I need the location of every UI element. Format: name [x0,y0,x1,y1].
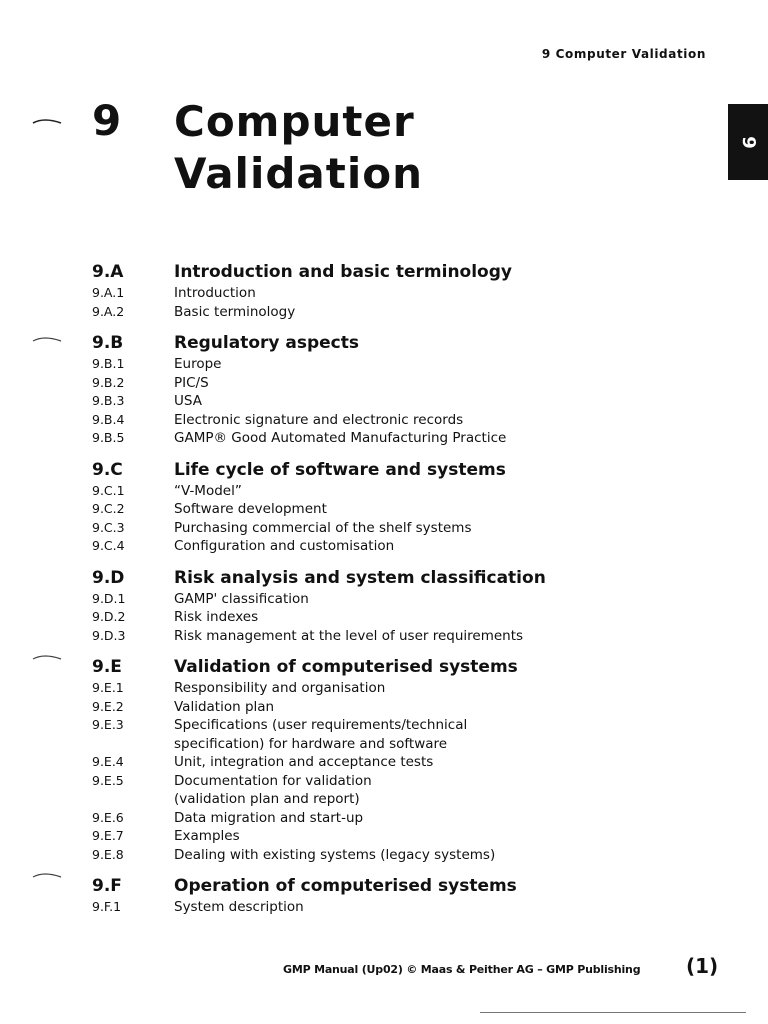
entry-number: 9.E.8 [92,846,124,862]
entry-number: 9.E.1 [92,680,124,695]
entry-number: 9.D.3 [92,627,126,643]
entry-title-line: PIC/S [174,374,209,391]
entry-number: 9.E.6 [92,809,124,825]
entry-title [174,303,295,322]
toc-entry [92,284,612,303]
entry-title-line: Validation plan [174,698,275,715]
entry-number: 9.E.7 [92,828,124,843]
entry-number: 9.C.1 [92,482,125,498]
entry-title-line: Risk management at the level of user requirements [174,627,524,644]
entry-title [174,809,363,828]
margin-mark-icon [32,336,62,342]
toc-section [92,568,612,646]
toc-entry [92,627,612,646]
toc-entry [92,519,612,538]
entry-title [174,898,304,917]
entry-title-line: GAMP® Good Automated Manufacturing Practice [174,430,507,446]
bottom-rule [480,1012,746,1013]
entry-title [174,374,209,393]
entry-title [174,846,495,865]
entry-number: 9.B.1 [92,356,125,371]
entry-number: 9.E.4 [92,754,124,769]
entry-title [174,482,242,501]
toc-entry [92,537,612,556]
entry-title [174,608,258,627]
section-number: 9.A [92,262,124,282]
chapter-title-line: Validation [174,149,423,198]
chapter-tab [728,104,768,180]
chapter-tab-label: 9 [737,135,759,149]
entry-title-line: GAMP' classification [174,590,309,607]
entry-title [174,679,385,698]
entry-title-line: Dealing with existing systems (legacy systems) [174,846,496,863]
entry-title-line: Data migration and start-up [174,809,364,826]
toc-entry [92,827,612,846]
entry-title [174,411,463,430]
entry-title-line: Configuration and customisation [174,538,395,554]
toc-entry [92,846,612,865]
entry-title [174,500,327,519]
margin-mark-icon [32,654,62,660]
section-title: Risk analysis and system classification [174,567,546,588]
entry-title-line: “V-Model” [174,482,242,499]
section-heading [92,333,612,355]
toc-section [92,876,612,917]
entry-title [174,716,467,753]
entry-title [174,772,372,809]
toc-entry [92,898,612,917]
entry-number: 9.C.4 [92,538,125,553]
section-title: Validation of computerised systems [174,657,518,677]
toc-entry [92,303,612,322]
entry-title-line: Examples [174,828,240,844]
entry-number: 9.C.2 [92,501,125,516]
toc-entry [92,590,612,609]
toc-section [92,460,612,556]
toc-entry [92,411,612,430]
entry-title-line: Software development [174,501,327,517]
entry-number: 9.D.2 [92,609,126,624]
entry-title-line: Europe [174,356,222,372]
entry-title-line: specification) for hardware and software [174,735,448,752]
entry-title [174,537,394,556]
entry-number: 9.E.3 [92,717,124,732]
entry-title [174,355,221,374]
entry-title-line: System description [174,899,304,915]
entry-title-line: (validation plan and report) [174,791,360,807]
section-heading [92,568,612,590]
toc-entry [92,698,612,717]
entry-title-line: Unit, integration and acceptance tests [174,754,434,770]
section-heading [92,657,612,679]
entry-title-line: Introduction [174,285,256,301]
toc-entry [92,482,612,501]
toc-entry [92,355,612,374]
entry-title-line: Basic terminology [174,303,296,320]
toc-entry [92,374,612,393]
entry-number: 9.A.1 [92,285,125,300]
toc-entry [92,608,612,627]
entry-title [174,590,309,609]
entry-title-line: Documentation for validation [174,772,372,789]
toc-entry [92,772,612,809]
entry-title-line: Electronic signature and electronic records [174,411,464,428]
toc-entry [92,429,612,448]
entry-number: 9.B.4 [92,411,125,427]
toc-section [92,333,612,448]
entry-title-line: Risk indexes [174,609,259,625]
toc-entry [92,392,612,411]
entry-title-line: Responsibility and organisation [174,680,386,696]
toc-entry [92,500,612,519]
entry-number: 9.E.5 [92,772,124,788]
margin-mark-icon [32,872,62,878]
entry-title-line: Purchasing commercial of the shelf systems [174,519,472,536]
entry-title [174,827,240,846]
chapter-number: 9 [92,96,123,145]
entry-title [174,392,202,411]
toc-section [92,262,612,321]
section-title: Regulatory aspects [174,333,359,353]
entry-number: 9.B.5 [92,430,125,445]
footer-publisher: GMP Manual (Up02) © Maas & Peither AG – GMP Publishing [283,963,641,976]
toc-section [92,657,612,864]
entry-title-line: Specifications (user requirements/technical [174,717,468,733]
entry-title [174,698,274,717]
section-number: 9.B [92,333,124,353]
section-heading [92,262,612,284]
section-title: Introduction and basic terminology [174,262,512,282]
page-number: (1) [686,954,719,978]
entry-title [174,627,523,646]
section-title: Operation of computerised systems [174,876,517,896]
entry-title [174,519,471,538]
section-number: 9.E [92,657,122,677]
entry-number: 9.B.3 [92,393,125,408]
toc-entry [92,679,612,698]
entry-title [174,429,506,448]
toc-entry [92,753,612,772]
entry-number: 9.C.3 [92,519,125,535]
entry-title [174,284,256,303]
toc-entry [92,809,612,828]
section-number: 9.C [92,459,123,480]
table-of-contents [92,262,612,929]
entry-number: 9.D.1 [92,590,126,606]
section-title: Life cycle of software and systems [174,459,506,480]
section-number: 9.D [92,567,125,588]
running-header: 9 Computer Validation [541,47,706,61]
entry-number: 9.F.1 [92,899,122,914]
entry-number: 9.B.2 [92,374,125,390]
section-heading [92,460,612,482]
section-number: 9.F [92,876,122,896]
chapter-title [174,96,554,200]
section-heading [92,876,612,898]
entry-title-line: USA [174,393,202,409]
entry-number: 9.A.2 [92,303,125,319]
chapter-title-line: Computer [174,97,415,146]
entry-title [174,753,433,772]
margin-mark-icon [32,118,62,124]
entry-number: 9.E.2 [92,698,124,714]
toc-entry [92,716,612,753]
